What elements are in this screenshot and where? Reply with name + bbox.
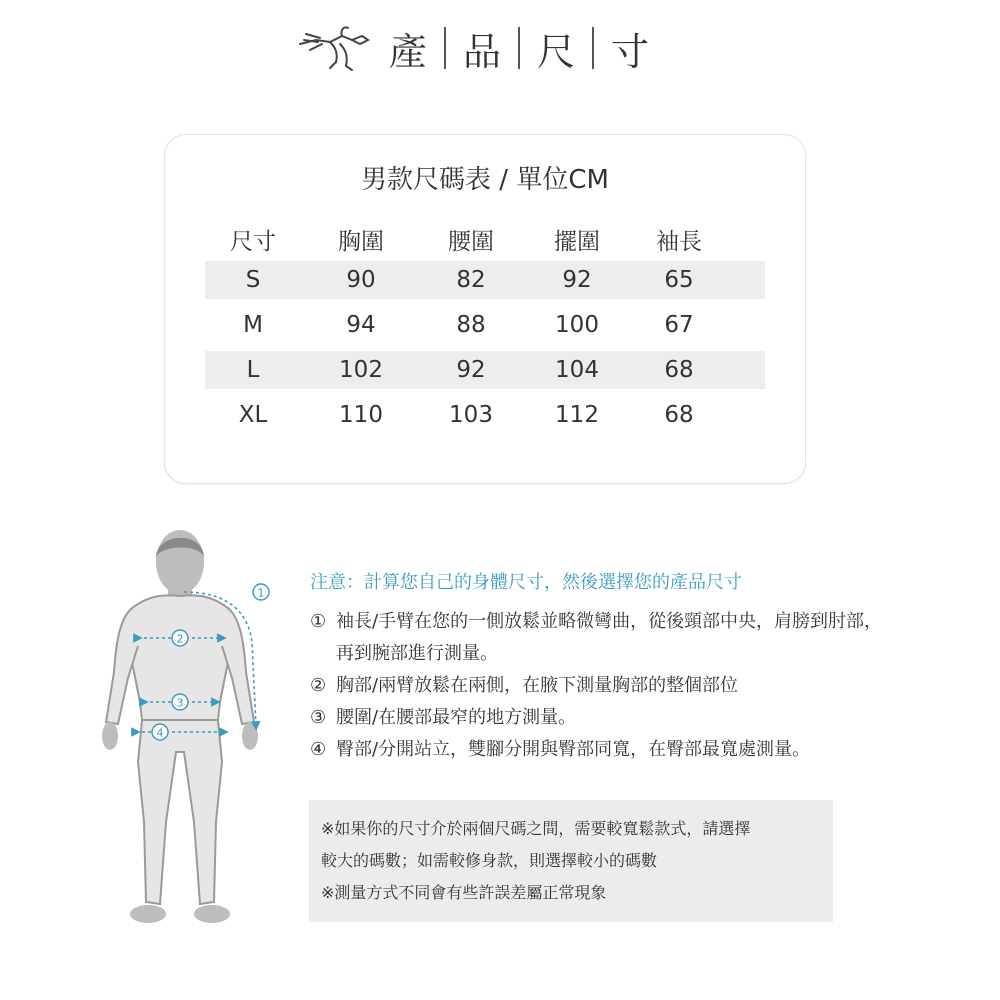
measurement-figure: [98, 522, 280, 932]
table-cell: L: [246, 357, 260, 383]
table-cell: 82: [456, 267, 486, 293]
table-cell: 92: [562, 267, 592, 293]
note-continuation: 再到腕部進行測量。: [336, 643, 498, 664]
measurement-notes: [310, 568, 990, 766]
tip-line: ※如果你的尺寸介於兩個尺碼之間，需要較寬鬆款式，請選擇: [321, 819, 751, 838]
title-char: 尺: [536, 29, 575, 74]
table-cell: 67: [664, 312, 694, 338]
table-cell: 102: [339, 357, 383, 383]
table-cell: 68: [664, 357, 694, 383]
column-header: 胸圍: [338, 228, 384, 255]
table-row: [205, 351, 765, 389]
note-item: [310, 606, 990, 638]
archaeopteryx-logo: [296, 22, 374, 72]
title-char: 品: [462, 29, 501, 74]
page-header: [0, 18, 1000, 78]
table-cell: 100: [555, 312, 599, 338]
figure-legs: [138, 720, 222, 904]
table-cell: 104: [555, 357, 599, 383]
table-cell: 88: [456, 312, 486, 338]
note-text: 袖長/手臂在您的一側放鬆並略微彎曲，從後頸部中央，肩膀到肘部，: [336, 611, 883, 632]
table-cell: 103: [449, 402, 493, 428]
note-text: 胸部/兩臂放鬆在兩側，在腋下測量胸部的整個部位: [336, 675, 739, 696]
column-header: 腰圍: [448, 228, 494, 255]
marker-label: 3: [176, 696, 184, 710]
column-header: 袖長: [656, 228, 702, 255]
marker-label: 4: [156, 726, 164, 740]
table-cell: 68: [664, 402, 694, 428]
note-item: [310, 734, 990, 766]
marker-label: 2: [176, 632, 184, 646]
note-text: 腰圍/在腰部最窄的地方測量。: [336, 707, 577, 728]
table-row: [205, 261, 765, 299]
note-item: [310, 702, 990, 734]
table-row: [205, 389, 765, 441]
title-divider: [592, 27, 594, 69]
table-cell: XL: [238, 402, 268, 428]
title-divider: [444, 27, 446, 69]
figure-left-foot: [130, 905, 166, 923]
column-header: 擺圍: [554, 228, 600, 255]
note-text: 臀部/分開站立，雙腳分開與臀部同寬，在臀部最寬處測量。: [336, 739, 811, 760]
note-number: ③: [310, 707, 327, 728]
marker-label: 1: [257, 586, 265, 600]
table-cell: 65: [664, 267, 694, 293]
title-divider: [518, 27, 520, 69]
tip-line: 較大的碼數；如需較修身款，則選擇較小的碼數: [321, 851, 658, 870]
table-cell: 94: [346, 312, 376, 338]
note-number: ④: [310, 739, 327, 760]
size-chart-title: 男款尺碼表 / 單位CM: [361, 165, 609, 195]
note-item: [310, 670, 990, 702]
column-header: 尺寸: [230, 228, 276, 255]
title-char: 寸: [610, 29, 649, 74]
figure-right-hand: [242, 722, 258, 750]
table-cell: 90: [346, 267, 376, 293]
note-number: ①: [310, 611, 327, 632]
notes-heading: 注意：計算您自己的身體尺寸，然後選擇您的產品尺寸: [310, 572, 742, 593]
table-cell: 110: [339, 402, 383, 428]
table-row: [205, 299, 765, 351]
size-chart-card: [164, 134, 806, 484]
page-title: [380, 18, 658, 78]
table-header-row: [205, 217, 765, 261]
table-cell: S: [245, 267, 261, 293]
figure-left-hand: [102, 722, 118, 750]
table-cell: 92: [456, 357, 486, 383]
sizing-tip-box: [309, 800, 833, 922]
figure-right-foot: [194, 905, 230, 923]
table-cell: 112: [555, 402, 599, 428]
table-cell: M: [243, 312, 263, 338]
title-char: 產: [388, 29, 427, 74]
tip-line: ※測量方式不同會有些許誤差屬正常現象: [321, 883, 607, 902]
size-table: [205, 217, 765, 441]
note-number: ②: [310, 675, 327, 696]
